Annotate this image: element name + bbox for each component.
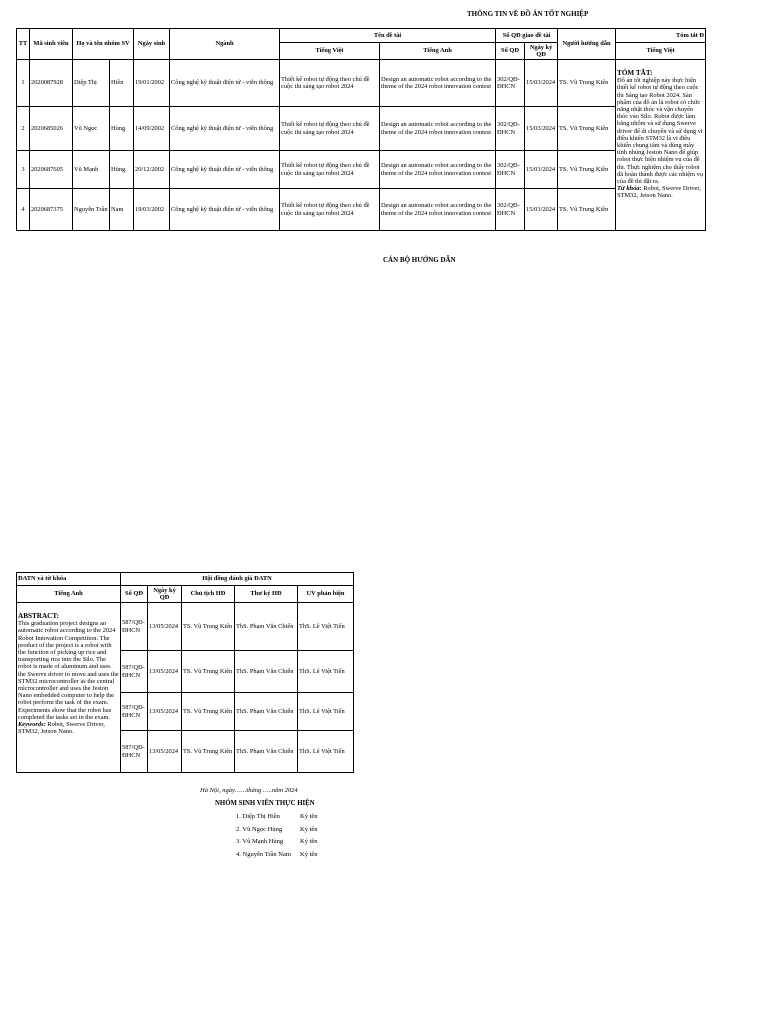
signer-name: 4. Nguyễn Trần Nam: [236, 851, 291, 858]
abstract-cell: [17, 603, 121, 773]
row-topic-vi: Thiết kế robot tự động theo chủ đề cuộc thi sáng tạo robot 2024: [280, 60, 380, 107]
row-mssv: 2020685026: [30, 107, 73, 151]
row-chair: TS. Vũ Trung Kiên: [182, 651, 235, 693]
header-reviewer: UV phản biện: [298, 586, 354, 603]
table-row: [17, 60, 706, 107]
summary-vi-text: Đồ án tốt nghiệp này thực hiện thiết kế robot tự động theo cuộc thi Sáng tạo Robot 2024. Sản phẩm của đồ án là robot có chức năng nhặt thóc và vận chuyển thóc vào Silo. Robot được làm bằng nhôm và sử dụng Swerve driver để di chuyển và sử dụng vi điều khiển STM32 là vi điều khiển chung tâm và dùng máy tính nhúng Jeston Nano để giúp robot thực hiện nhiệm vụ của đề thi. Thực nghiệm cho thấy robot đã hoàn thành được các nhiệm vụ của đề thi đặt ra.: [617, 77, 704, 186]
signer-row: [236, 851, 318, 858]
row-chair: TS. Vũ Trung Kiên: [182, 693, 235, 731]
abstract-text: This graduation project designs an automatic robot according to the 2024 Robot Innovation Competition. The product of the project is a robot with the function of picking up rice and transporting rice into the Silo. The robot is made of aluminum and uses the Swerve driver to move and uses the STM32 microcontroller as the central microcontroller and uses the Jeston Nano embedded computer to help the robot perform the task of the exam. Experiments show that the robot has completed the tasks set in the exam.: [18, 620, 119, 721]
row-dob: 20/12/2002: [134, 151, 170, 189]
header-topic: Tên đề tài: [280, 29, 496, 43]
row-tt: 2: [17, 107, 30, 151]
row-supervisor: TS. Vũ Trung Kiên: [558, 60, 616, 107]
summary-vi-heading: TÓM TẮT:: [617, 69, 653, 77]
row-dec-no: 302/QĐ-ĐHCN: [496, 151, 525, 189]
row-major: Công nghệ kỹ thuật điện tử - viễn thông: [170, 60, 280, 107]
row-chair: TS. Vũ Trung Kiên: [182, 603, 235, 651]
row-dec-date: 15/03/2024: [525, 60, 558, 107]
row-dec-no: 302/QĐ-ĐHCN: [496, 189, 525, 231]
header-supervisor: Người hướng dẫn: [558, 29, 616, 60]
signer-sign: Ký tên: [300, 851, 318, 858]
row-secretary: ThS. Phạm Văn Chiến: [235, 651, 298, 693]
row-name-last: Diệp Thị: [73, 60, 110, 107]
signer-name: 2. Vũ Ngọc Hùng: [236, 826, 283, 833]
row-mssv: 2020687375: [30, 189, 73, 231]
header-major: Ngành: [170, 29, 280, 60]
row-reviewer: ThS. Lê Việt Tiến: [298, 693, 354, 731]
row-name-first: Nam: [110, 189, 134, 231]
row-dob: 19/03/2002: [134, 189, 170, 231]
keywords: Robot, Swerve Driver, STM32, Jetson Nano.: [18, 721, 105, 736]
row-reviewer: ThS. Lê Việt Tiến: [298, 603, 354, 651]
table-row: [17, 603, 354, 651]
table-row: [17, 189, 706, 231]
row-dec-date: 13/05/2024: [148, 651, 182, 693]
signer-row: [236, 813, 318, 820]
row-mssv: 2020687605: [30, 151, 73, 189]
header-decision: Số QĐ giao đề tài: [496, 29, 558, 43]
row-dec-date: 13/05/2024: [148, 731, 182, 773]
row-topic-vi: Thiết kế robot tự động theo chủ đề cuộc thi sáng tạo robot 2024: [280, 107, 380, 151]
row-name-last: Vũ Mạnh: [73, 151, 110, 189]
row-dec-date: 15/03/2024: [525, 189, 558, 231]
row-dec-no: 587/QĐ-ĐHCN: [121, 603, 148, 651]
row-secretary: ThS. Phạm Văn Chiến: [235, 603, 298, 651]
row-topic-en: Design an automatic robot according to the theme of the 2024 robot innovation contest: [380, 60, 496, 107]
student-group-title: NHÓM SINH VIÊN THỰC HIỆN: [215, 800, 315, 807]
signer-row: [236, 826, 318, 833]
table-row: [17, 151, 706, 189]
row-reviewer: ThS. Lê Việt Tiến: [298, 731, 354, 773]
header-dob: Ngày sinh: [134, 29, 170, 60]
header-tt: TT: [17, 29, 30, 60]
signer-row: [236, 838, 318, 845]
row-supervisor: TS. Vũ Trung Kiên: [558, 189, 616, 231]
supervisor-signature-label: CÁN BỘ HƯỚNG DẪN: [383, 256, 456, 264]
header-name: Họ và tên nhóm SV: [73, 29, 134, 60]
row-major: Công nghệ kỹ thuật điện tử - viễn thông: [170, 151, 280, 189]
header-summary: Tóm tắt Đ: [616, 29, 706, 43]
header-topic-vi: Tiếng Việt: [280, 43, 380, 60]
header-council-dec-no: Số QĐ: [121, 586, 148, 603]
row-dec-no: 587/QĐ-ĐHCN: [121, 693, 148, 731]
row-supervisor: TS. Vũ Trung Kiên: [558, 107, 616, 151]
row-mssv: 20200879​28: [30, 60, 73, 107]
header-summary-tail: ĐATN và từ khóa: [17, 573, 121, 586]
row-topic-vi: Thiết kế robot tự động theo chủ đề cuộc thi sáng tạo robot 2024: [280, 189, 380, 231]
header-dec-no: Số QĐ: [496, 43, 525, 60]
row-topic-en: Design an automatic robot according to the theme of the 2024 robot innovation contest: [380, 189, 496, 231]
header-summary-en: Tiếng Anh: [17, 586, 121, 603]
header-mssv: Mã sinh viên: [30, 29, 73, 60]
row-name-first: Hùng: [110, 107, 134, 151]
row-dec-date: 15/03/2024: [525, 151, 558, 189]
header-summary-vi: Tiếng Việt: [616, 43, 706, 60]
table-row: [17, 107, 706, 151]
header-secretary: Thư ký HĐ: [235, 586, 298, 603]
row-dec-date: 13/05/2024: [148, 693, 182, 731]
row-dec-no: 302/QĐ-ĐHCN: [496, 107, 525, 151]
signer-name: 3. Vũ Mạnh Hùng: [236, 838, 284, 845]
row-tt: 1: [17, 60, 30, 107]
row-topic-en: Design an automatic robot according to the theme of the 2024 robot innovation contest: [380, 107, 496, 151]
row-dec-no: 587/QĐ-ĐHCN: [121, 731, 148, 773]
row-dec-date: 13/05/2024: [148, 603, 182, 651]
keywords-label: Keywords:: [18, 721, 46, 729]
row-topic-vi: Thiết kế robot tự động theo chủ đề cuộc thi sáng tạo robot 2024: [280, 151, 380, 189]
row-name-first: Hiền: [110, 60, 134, 107]
summary-vi-cell: [616, 60, 706, 231]
row-dob: 14/09/2002: [134, 107, 170, 151]
row-tt: 4: [17, 189, 30, 231]
row-tt: 3: [17, 151, 30, 189]
row-dec-date: 15/03/2024: [525, 107, 558, 151]
abstract-heading: ABSTRACT:: [18, 612, 60, 620]
header-chair: Chủ tịch HĐ: [182, 586, 235, 603]
row-dec-no: 587/QĐ-ĐHCN: [121, 651, 148, 693]
header-dec-date: Ngày ký QĐ: [525, 43, 558, 60]
row-reviewer: ThS. Lê Việt Tiến: [298, 651, 354, 693]
student-info-table: [16, 28, 706, 231]
signer-sign: Ký tên: [300, 826, 318, 833]
signer-sign: Ký tên: [300, 813, 318, 820]
row-secretary: ThS. Phạm Văn Chiến: [235, 731, 298, 773]
signer-name: 1. Diệp Thị Hiền: [236, 813, 280, 820]
document-title: THÔNG TIN VỀ ĐỒ ÁN TỐT NGHIỆP: [467, 10, 589, 18]
row-topic-en: Design an automatic robot according to the theme of the 2024 robot innovation contest: [380, 151, 496, 189]
row-name-last: Nguyễn Trần: [73, 189, 110, 231]
row-name-first: Hùng: [110, 151, 134, 189]
row-major: Công nghệ kỹ thuật điện tử - viễn thông: [170, 107, 280, 151]
header-topic-en: Tiếng Anh: [380, 43, 496, 60]
row-dec-no: 302/QĐ-ĐHCN: [496, 60, 525, 107]
row-chair: TS. Vũ Trung Kiên: [182, 731, 235, 773]
date-line: Hà Nội, ngày……tháng …..năm 2024: [200, 787, 298, 794]
header-council: Hội đồng đánh giá ĐATN: [121, 573, 354, 586]
row-supervisor: TS. Vũ Trung Kiên: [558, 151, 616, 189]
row-secretary: ThS. Phạm Văn Chiến: [235, 693, 298, 731]
summary-vi-keyword-label: Từ khóa:: [617, 185, 642, 193]
header-council-dec-date: Ngày ký QĐ: [148, 586, 182, 603]
row-name-last: Vũ Ngọc: [73, 107, 110, 151]
council-table: [16, 572, 354, 773]
signer-sign: Ký tên: [300, 838, 318, 845]
row-dob: 19/01/2002: [134, 60, 170, 107]
row-major: Công nghệ kỹ thuật điện tử - viễn thông: [170, 189, 280, 231]
summary-vi-keywords: Robot, Swerve Driver, STM32, Jetson Nano.: [617, 185, 701, 200]
